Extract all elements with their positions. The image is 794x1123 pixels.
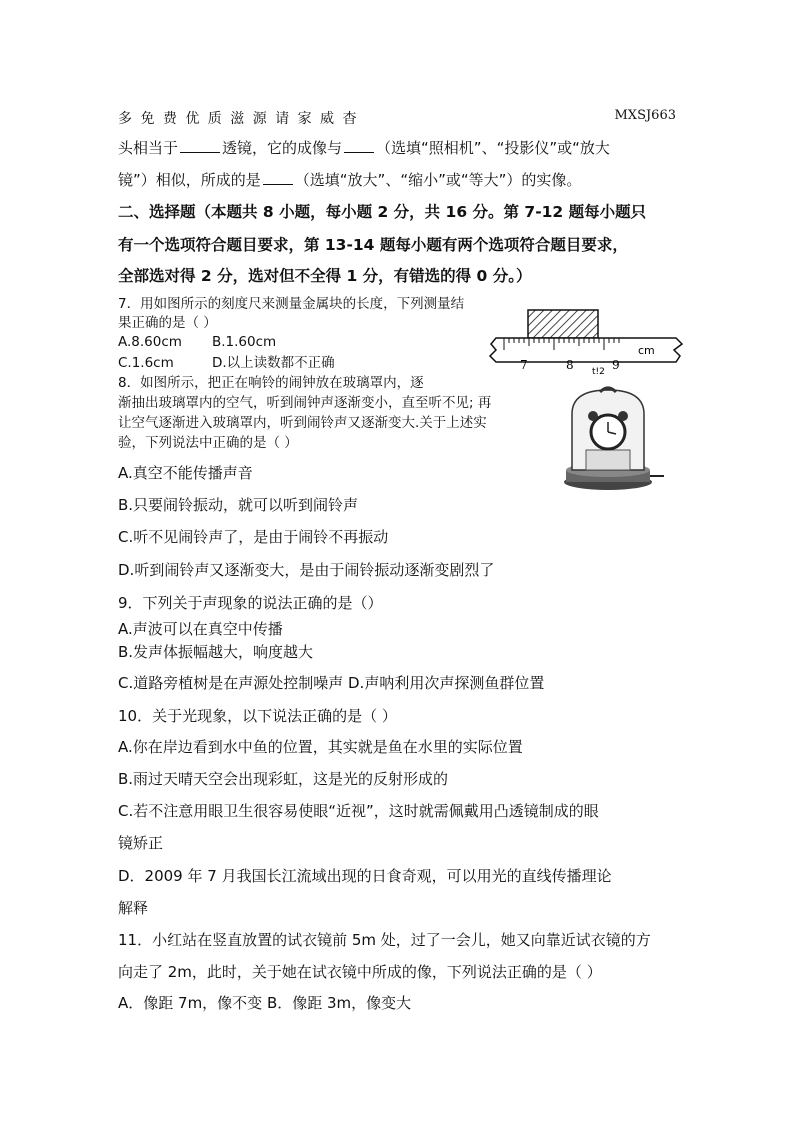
section-heading-line-2: 有一个选项符合题目要求，第 13-14 题每小题有两个选项符合题目要求， [118, 236, 628, 254]
ruler-tick-label-9: 9 [612, 358, 620, 372]
q7-stem-line-1: 7．用如图所示的刻度尺来测量金属块的长度，下列测量结 [118, 296, 465, 312]
section-heading-line-3: 全部选对得 2 分，选对但不全得 1 分，有错选的得 0 分。） [118, 267, 532, 285]
q7-option-b: B.1.60cm [212, 334, 277, 350]
q8-option-b: B.只要闹铃振动，就可以听到闹铃声 [118, 496, 359, 514]
q7-stem-line-2: 果正确的是（ ） [118, 315, 217, 331]
bell-jar-figure [562, 384, 666, 494]
q10-option-b: B.雨过天晴天空会出现彩虹，这是光的反射形成的 [118, 770, 449, 788]
q8-option-d: D.听到闹铃声又逐渐变大，是由于闹铃振动逐渐变剧烈了 [118, 561, 495, 579]
q10-option-a: A.你在岸边看到水中鱼的位置，其实就是鱼在水里的实际位置 [118, 738, 523, 756]
q6-line-1: 头相当于 透镜，它的成像与 （选填“照相机”、“投影仪”或“放大 [118, 139, 610, 157]
ruler-figure [488, 306, 684, 378]
ruler-unit-label: cm [638, 344, 655, 357]
q9-option-a: A.声波可以在真空中传播 [118, 620, 283, 638]
q8-stem-line-4: 验，下列说法中正确的是（ ） [118, 435, 298, 451]
ruler-tick-label-7: 7 [520, 358, 528, 372]
answer-blank [344, 138, 374, 153]
q8-stem-line-3: 让空气逐渐进入玻璃罩内，听到闹铃声又逐渐变大.关于上述实 [118, 415, 487, 431]
q8-stem-line-2: 渐抽出玻璃罩内的空气，听到闹钟声逐渐变小，直至听不见; 再 [118, 395, 492, 411]
q8-option-c: C.听不见闹铃声了，是由于闹铃不再振动 [118, 528, 389, 546]
q10-option-d-line-1: D．2009 年 7 月我国长江流域出现的日食奇观，可以用光的直线传播理论 [118, 867, 612, 885]
q7-option-d: D.以上读数都不正确 [212, 355, 335, 371]
q10-option-c-line-2: 镜矫正 [118, 834, 164, 852]
q8-option-a: A.真空不能传播声音 [118, 464, 253, 482]
ruler-tick-label-8: 8 [566, 358, 574, 372]
q11-options-ab: A．像距 7m，像不变 B．像距 3m，像变大 [118, 994, 412, 1012]
answer-blank [180, 138, 220, 153]
q11-stem-line-2: 向走了 2m，此时，关于她在试衣镜中所成的像，下列说法正确的是（ ） [118, 963, 602, 981]
q10-option-c-line-1: C.若不注意用眼卫生很容易使眼“近视”，这时就需佩戴用凸透镜制成的眼 [118, 802, 599, 820]
clock-stand [586, 450, 630, 470]
q7-option-a: A.8.60cm [118, 334, 182, 350]
header-code: MXSJ663 [614, 108, 676, 123]
q11-stem-line-1: 11．小红站在竖直放置的试衣镜前 5m 处，过了一会儿，她又向靠近试衣镜的方 [118, 931, 651, 949]
clock-bell-left [588, 411, 598, 421]
q8-stem-line-1: 8．如图所示，把正在响铃的闹钟放在玻璃罩内，逐 [118, 375, 424, 391]
ruler-caption: t!2 [592, 367, 605, 377]
metal-block [528, 310, 598, 338]
answer-blank [263, 170, 293, 185]
page-header [118, 108, 678, 128]
q6-line-2: 镜”）相似，所成的是 （选填“放大”、“缩小”或“等大”）的实像。 [118, 171, 582, 189]
q7-option-c: C.1.6cm [118, 355, 174, 371]
clock-bell-right [618, 411, 628, 421]
q9-option-cd: C.道路旁植树是在声源处控制噪声 D.声呐利用次声探测鱼群位置 [118, 674, 545, 692]
q10-stem: 10．关于光现象，以下说法正确的是（ ） [118, 707, 397, 725]
q10-option-d-line-2: 解释 [118, 899, 149, 917]
section-heading-line-1: 二、选择题（本题共 8 小题，每小题 2 分，共 16 分。第 7-12 题每小题只 [118, 203, 647, 221]
q9-stem: 9．下列关于声现象的说法正确的是（） [118, 594, 383, 612]
header-watermark-text: 多 免 费 优 质 滋 源 请 家 威 杳 [118, 111, 359, 127]
q9-option-b: B.发声体振幅越大，响度越大 [118, 643, 314, 661]
